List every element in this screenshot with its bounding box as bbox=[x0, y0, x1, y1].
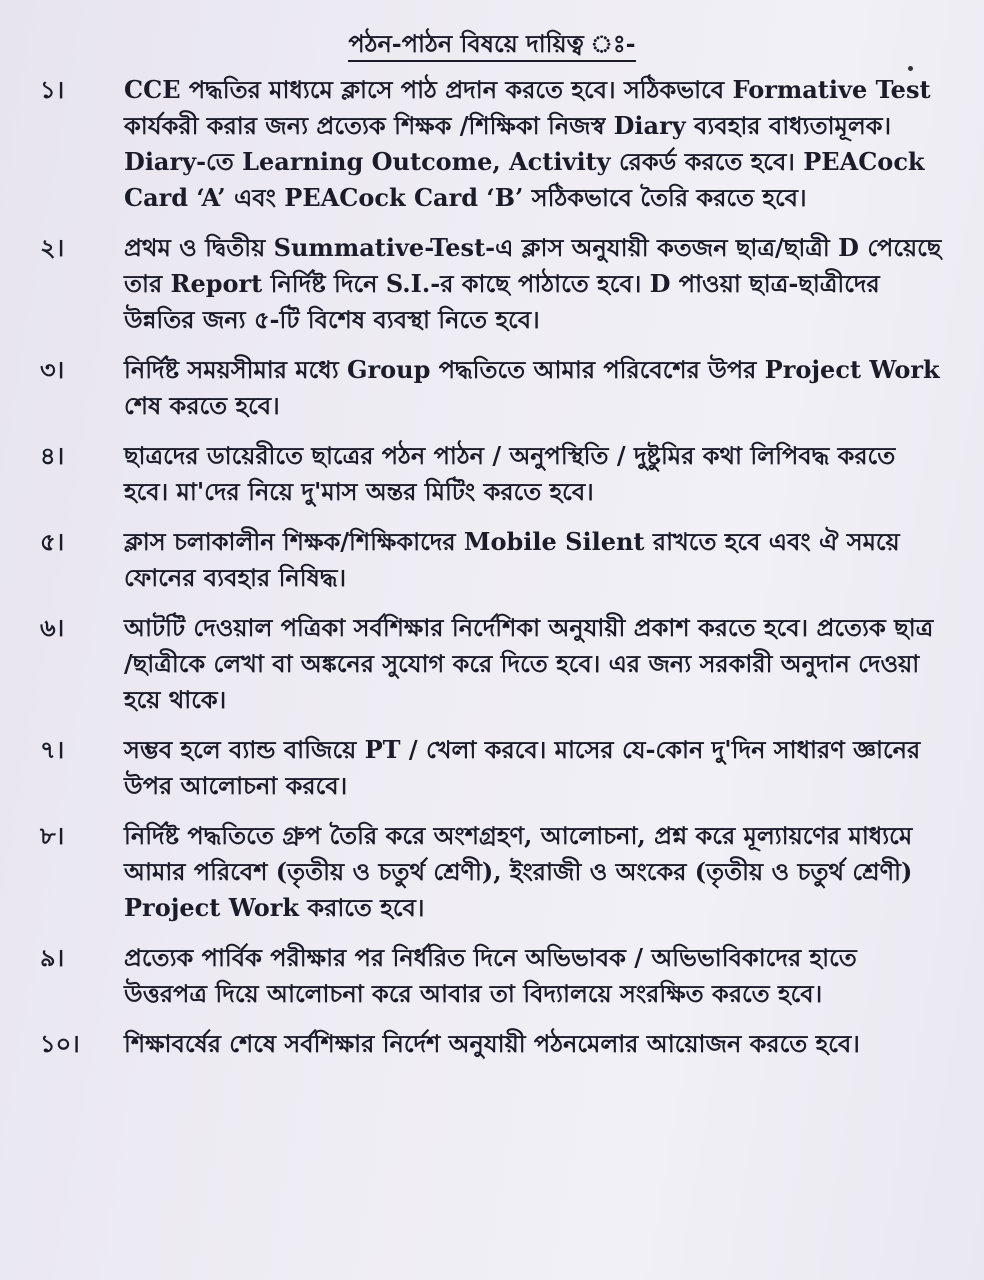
item-text: প্রত্যেক পার্বিক পরীক্ষার পর নির্ধরিত দিনে অভিভাবক / অভিভাবিকাদের হাতে উত্তরপত্র দিয়ে আলোচনা করে আবার তা বিদ্যালয়ে সংরক্ষিত করতে হবে। bbox=[124, 943, 857, 1008]
list-item bbox=[40, 1026, 945, 1062]
list-item bbox=[40, 818, 945, 926]
list-item bbox=[40, 732, 945, 804]
item-text: আটটি দেওয়াল পত্রিকা সর্বশিক্ষার নির্দেশিকা অনুযায়ী প্রকাশ করতে হবে। প্রত্যেক ছাত্র /ছাত্রীকে লেখা বা অঙ্কনের সুযোগ করে দিতে হবে। এর জন্য সরকারী অনুদান দেওয়া হয়ে থাকে। bbox=[124, 613, 934, 714]
item-number: ৭। bbox=[40, 735, 65, 764]
document-title bbox=[0, 26, 984, 66]
item-number: ৪। bbox=[40, 441, 65, 470]
list-item bbox=[40, 230, 945, 338]
list-item bbox=[40, 352, 945, 424]
item-text: প্রথম ও দ্বিতীয় Summative-Test-এ ক্লাস অনুযায়ী কতজন ছাত্র/ছাত্রী D পেয়েছে তার Report নির্দিষ্ট দিনে S.I.-র কাছে পাঠাতে হবে। D পাওয়া ছাত্র-ছাত্রীদের উন্নতির জন্য ৫-টি বিশেষ ব্যবস্থা নিতে হবে। bbox=[124, 233, 942, 334]
item-number: ৩। bbox=[40, 355, 65, 384]
list-item bbox=[40, 524, 945, 596]
item-text: সম্ভব হলে ব্যান্ড বাজিয়ে PT / খেলা করবে। মাসের যে-কোন দু'দিন সাধারণ জ্ঞানের উপর আলোচনা করবে। bbox=[124, 735, 921, 800]
list-item bbox=[40, 438, 945, 510]
list-item bbox=[40, 72, 945, 216]
duty-list bbox=[40, 72, 945, 1076]
item-text: নির্দিষ্ট সময়সীমার মধ্যে Group পদ্ধতিতে আমার পরিবেশের উপর Project Work শেষ করতে হবে। bbox=[124, 355, 940, 420]
item-text: ছাত্রদের ডায়েরীতে ছাত্রের পঠন পাঠন / অনুপস্থিতি / দুষ্টুমির কথা লিপিবদ্ধ করতে হবে। মা'দের নিয়ে দু'মাস অন্তর মিটিং করতে হবে। bbox=[124, 441, 896, 506]
list-item bbox=[40, 610, 945, 718]
item-number: ১০। bbox=[40, 1029, 80, 1058]
document-title-text: পঠন-পাঠন বিষয়ে দায়িত্ব ঃ- bbox=[348, 29, 635, 62]
ink-dot bbox=[908, 66, 913, 71]
item-number: ৬। bbox=[40, 613, 65, 642]
item-number: ২। bbox=[40, 233, 65, 262]
item-text: শিক্ষাবর্ষের শেষে সর্বশিক্ষার নির্দেশ অনুযায়ী পঠনমেলার আয়োজন করতে হবে। bbox=[124, 1029, 860, 1058]
item-text: নির্দিষ্ট পদ্ধতিতে গ্রুপ তৈরি করে অংশগ্রহণ, আলোচনা, প্রশ্ন করে মূল্যায়ণের মাধ্যমে আমার পরিবেশ (তৃতীয় ও চতুর্থ শ্রেণী), ইংরাজী ও অংকের (তৃতীয় ও চতুর্থ শ্রেণী) Project Work করাতে হবে। bbox=[124, 821, 913, 922]
item-text: ক্লাস চলাকালীন শিক্ষক/শিক্ষিকাদের Mobile Silent রাখতে হবে এবং ঐ সময়ে ফোনের ব্যবহার নিষিদ্ধ। bbox=[124, 527, 900, 592]
item-number: ৯। bbox=[40, 943, 65, 972]
item-number: ৮। bbox=[40, 821, 65, 850]
list-item bbox=[40, 940, 945, 1012]
item-text: CCE পদ্ধতির মাধ্যমে ক্লাসে পাঠ প্রদান করতে হবে। সঠিকভাবে Formative Test কার্যকরী করার জন্য প্রত্যেক শিক্ষক /শিক্ষিকা নিজস্ব Diary ব্যবহার বাধ্যতামূলক। Diary-তে Learning Outcome, Activity রেকর্ড করতে হবে। PEACock Card ‘A’ এবং PEACock Card ‘B’ সঠিকভাবে তৈরি করতে হবে। bbox=[124, 75, 931, 212]
item-number: ১। bbox=[40, 75, 65, 104]
item-number: ৫। bbox=[40, 527, 65, 556]
